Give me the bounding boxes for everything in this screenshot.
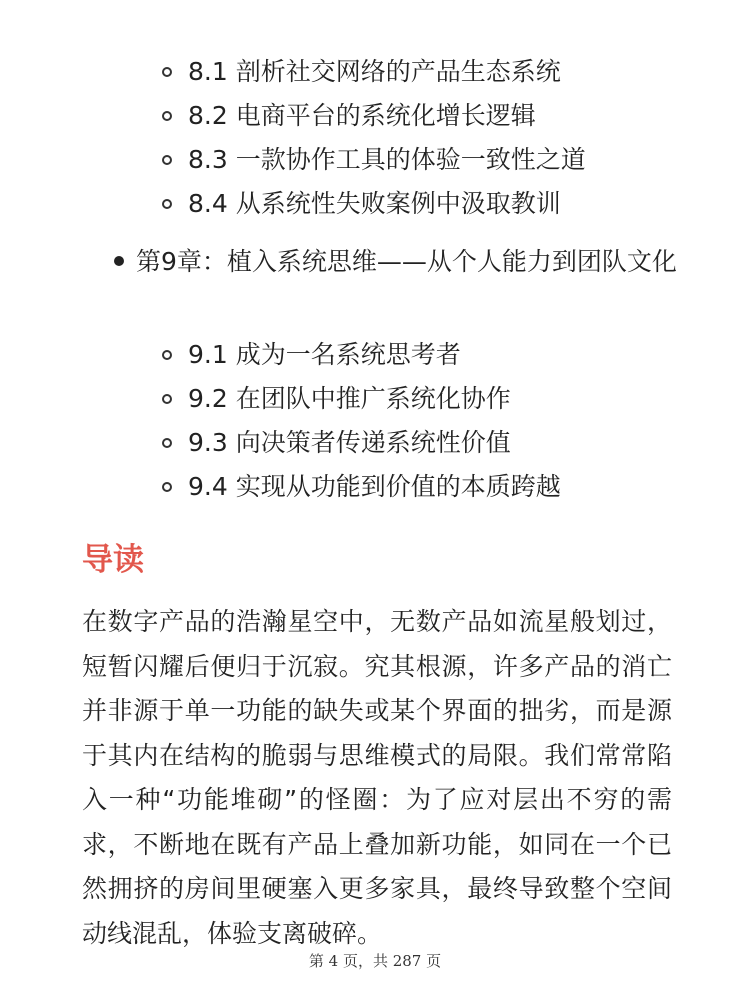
toc-item-8-1[interactable] [160, 50, 720, 94]
intro-paragraph: 在数字产品的浩瀚星空中，无数产品如流星般划过，短暂闪耀后便归于沉寂。究其根源，许多产品的消亡并非源于单一功能的缺失或某个界面的拙劣，而是源于其内在结构的脆弱与思维模式的局限。我们常常陷入一种“功能堆砌”的怪圈：为了应对层出不穷的需求，不断地在既有产品上叠加新功能，如同在一个已然拥挤的房间里硬塞入更多家具，最终导致整个空间动线混乱，体验支离破碎。 [82, 607, 672, 948]
toc-item-9-4[interactable] [160, 465, 720, 509]
circle-bullet-icon [162, 350, 172, 360]
chapter-9-subsection-list [160, 333, 720, 509]
toc-item-8-2[interactable] [160, 94, 720, 138]
toc-item-label: 8.3 一款协作工具的体验一致性之道 [188, 145, 586, 174]
toc-item-label: 9.3 向决策者传递系统性价值 [188, 428, 511, 457]
toc-item-8-4[interactable] [160, 182, 720, 226]
toc-item-label: 9.1 成为一名系统思考者 [188, 340, 461, 369]
chapter-title: 第9章：植入系统思维——从个人能力到团队文化 [136, 247, 677, 276]
circle-bullet-icon [162, 111, 172, 121]
toc-item-label: 8.4 从系统性失败案例中汲取教训 [188, 189, 561, 218]
toc-item-8-3[interactable] [160, 138, 720, 182]
circle-bullet-icon [162, 482, 172, 492]
toc-item-9-1[interactable] [160, 333, 720, 377]
toc-chapter-9[interactable] [110, 240, 690, 284]
circle-bullet-icon [162, 438, 172, 448]
circle-bullet-icon [162, 155, 172, 165]
circle-bullet-icon [162, 67, 172, 77]
toc-item-label: 8.1 剖析社交网络的产品生态系统 [188, 57, 561, 86]
toc-item-9-2[interactable] [160, 377, 720, 421]
toc-item-label: 9.2 在团队中推广系统化协作 [188, 384, 511, 413]
toc-item-9-3[interactable] [160, 421, 720, 465]
section-heading-intro: 导读 [82, 542, 144, 578]
toc-item-label: 8.2 电商平台的系统化增长逻辑 [188, 101, 536, 130]
disc-bullet-icon [114, 256, 124, 266]
chapter-8-subsection-list [160, 50, 720, 226]
circle-bullet-icon [162, 199, 172, 209]
toc-item-label: 9.4 实现从功能到价值的本质跨越 [188, 472, 561, 501]
page-number-footer: 第 4 页，共 287 页 [308, 952, 442, 970]
circle-bullet-icon [162, 394, 172, 404]
